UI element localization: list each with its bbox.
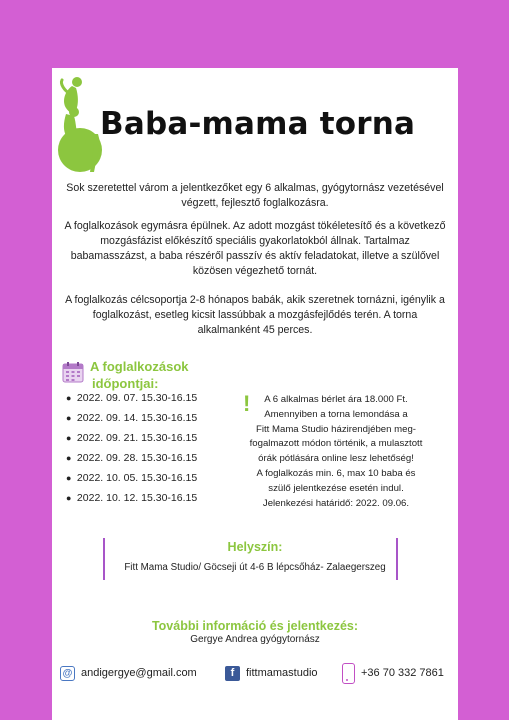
facebook-handle[interactable]: fittmamastudio (246, 667, 318, 679)
intro-text: Sok szeretettel várom a jelentkezőket egy 6 alkalmas, gyógytornász vezetésével végzett, fejlesztő foglalkozásra. (66, 182, 444, 209)
phone-icon (342, 663, 355, 684)
pricing-info: A 6 alkalmas bérlet ára 18.000 Ft. Amennyiben a torna lemondása a Fitt Mama Studio házirendjében meg- fogalmazott módon történik, a mulasztott órák pótlására online lesz lehetőség! A foglalkozás min. 6, max 10 baba és szülő jelentkezése esetén indul. Jelenkezési határidő: 2022. 09.06. (249, 394, 423, 509)
schedule-title-line2: időpontjai: (92, 376, 159, 391)
list-item: ● 2022. 10. 05. 15.30-16.15 (66, 472, 198, 484)
facebook-icon: f (225, 666, 240, 681)
bullet-icon: ● (66, 413, 72, 423)
at-sign-icon: @ (60, 666, 75, 681)
calendar-icon (62, 361, 84, 383)
list-item: ● 2022. 09. 07. 15.30-16.15 (66, 392, 198, 404)
list-item: ● 2022. 10. 12. 15.30-16.15 (66, 492, 198, 504)
target-group-text: A foglalkozás célcsoportja 2-8 hónapos babák, akik szeretnek tornázni, igénylik a foglalkozást, esetleg kicsit lassúbbak a mozgásfejlődés terén. A torna alkalmanként 45 perces. (65, 294, 445, 336)
facebook-contact[interactable] (225, 664, 318, 682)
schedule-title-line1: A foglalkozások (90, 359, 189, 374)
page-title: Baba-mama torna (100, 106, 416, 142)
list-item: ● 2022. 09. 21. 15.30-16.15 (66, 432, 198, 444)
location-address: Fitt Mama Studio/ Göcseji út 4-6 B lépcsőház- Zalaegerszeg (124, 562, 386, 573)
description-text: A foglalkozások egymásra épülnek. Az adott mozgást tökéletesítő és a következő mozgásfázist előkészítő speciális gyakorlatokból állnak. Tartalmaz babamasszázst, a baba részéről passzív és aktív feladatokat, illetve a szülővel közösen végezhető tornát. (64, 220, 446, 277)
list-item: ● 2022. 09. 14. 15.30-16.15 (66, 412, 198, 424)
schedule-date-list (66, 392, 197, 512)
bullet-icon: ● (66, 433, 72, 443)
email-contact[interactable] (60, 664, 197, 682)
contact-person: Gergye Andrea gyógytornász (190, 634, 320, 645)
list-item: ● 2022. 09. 28. 15.30-16.15 (66, 452, 198, 464)
schedule-title (90, 358, 190, 392)
bullet-icon: ● (66, 473, 72, 483)
phone-contact[interactable] (342, 664, 444, 682)
exclamation-icon: ! (243, 391, 251, 416)
bullet-icon: ● (66, 493, 72, 503)
email-address[interactable]: andigergye@gmail.com (81, 667, 197, 679)
mother-on-ball-logo-icon (54, 72, 104, 177)
location-title: Helyszín: (227, 540, 283, 554)
phone-number[interactable]: +36 70 332 7861 (361, 667, 444, 679)
bullet-icon: ● (66, 393, 72, 403)
more-info-title: További információ és jelentkezés: (151, 619, 359, 633)
bullet-icon: ● (66, 453, 72, 463)
